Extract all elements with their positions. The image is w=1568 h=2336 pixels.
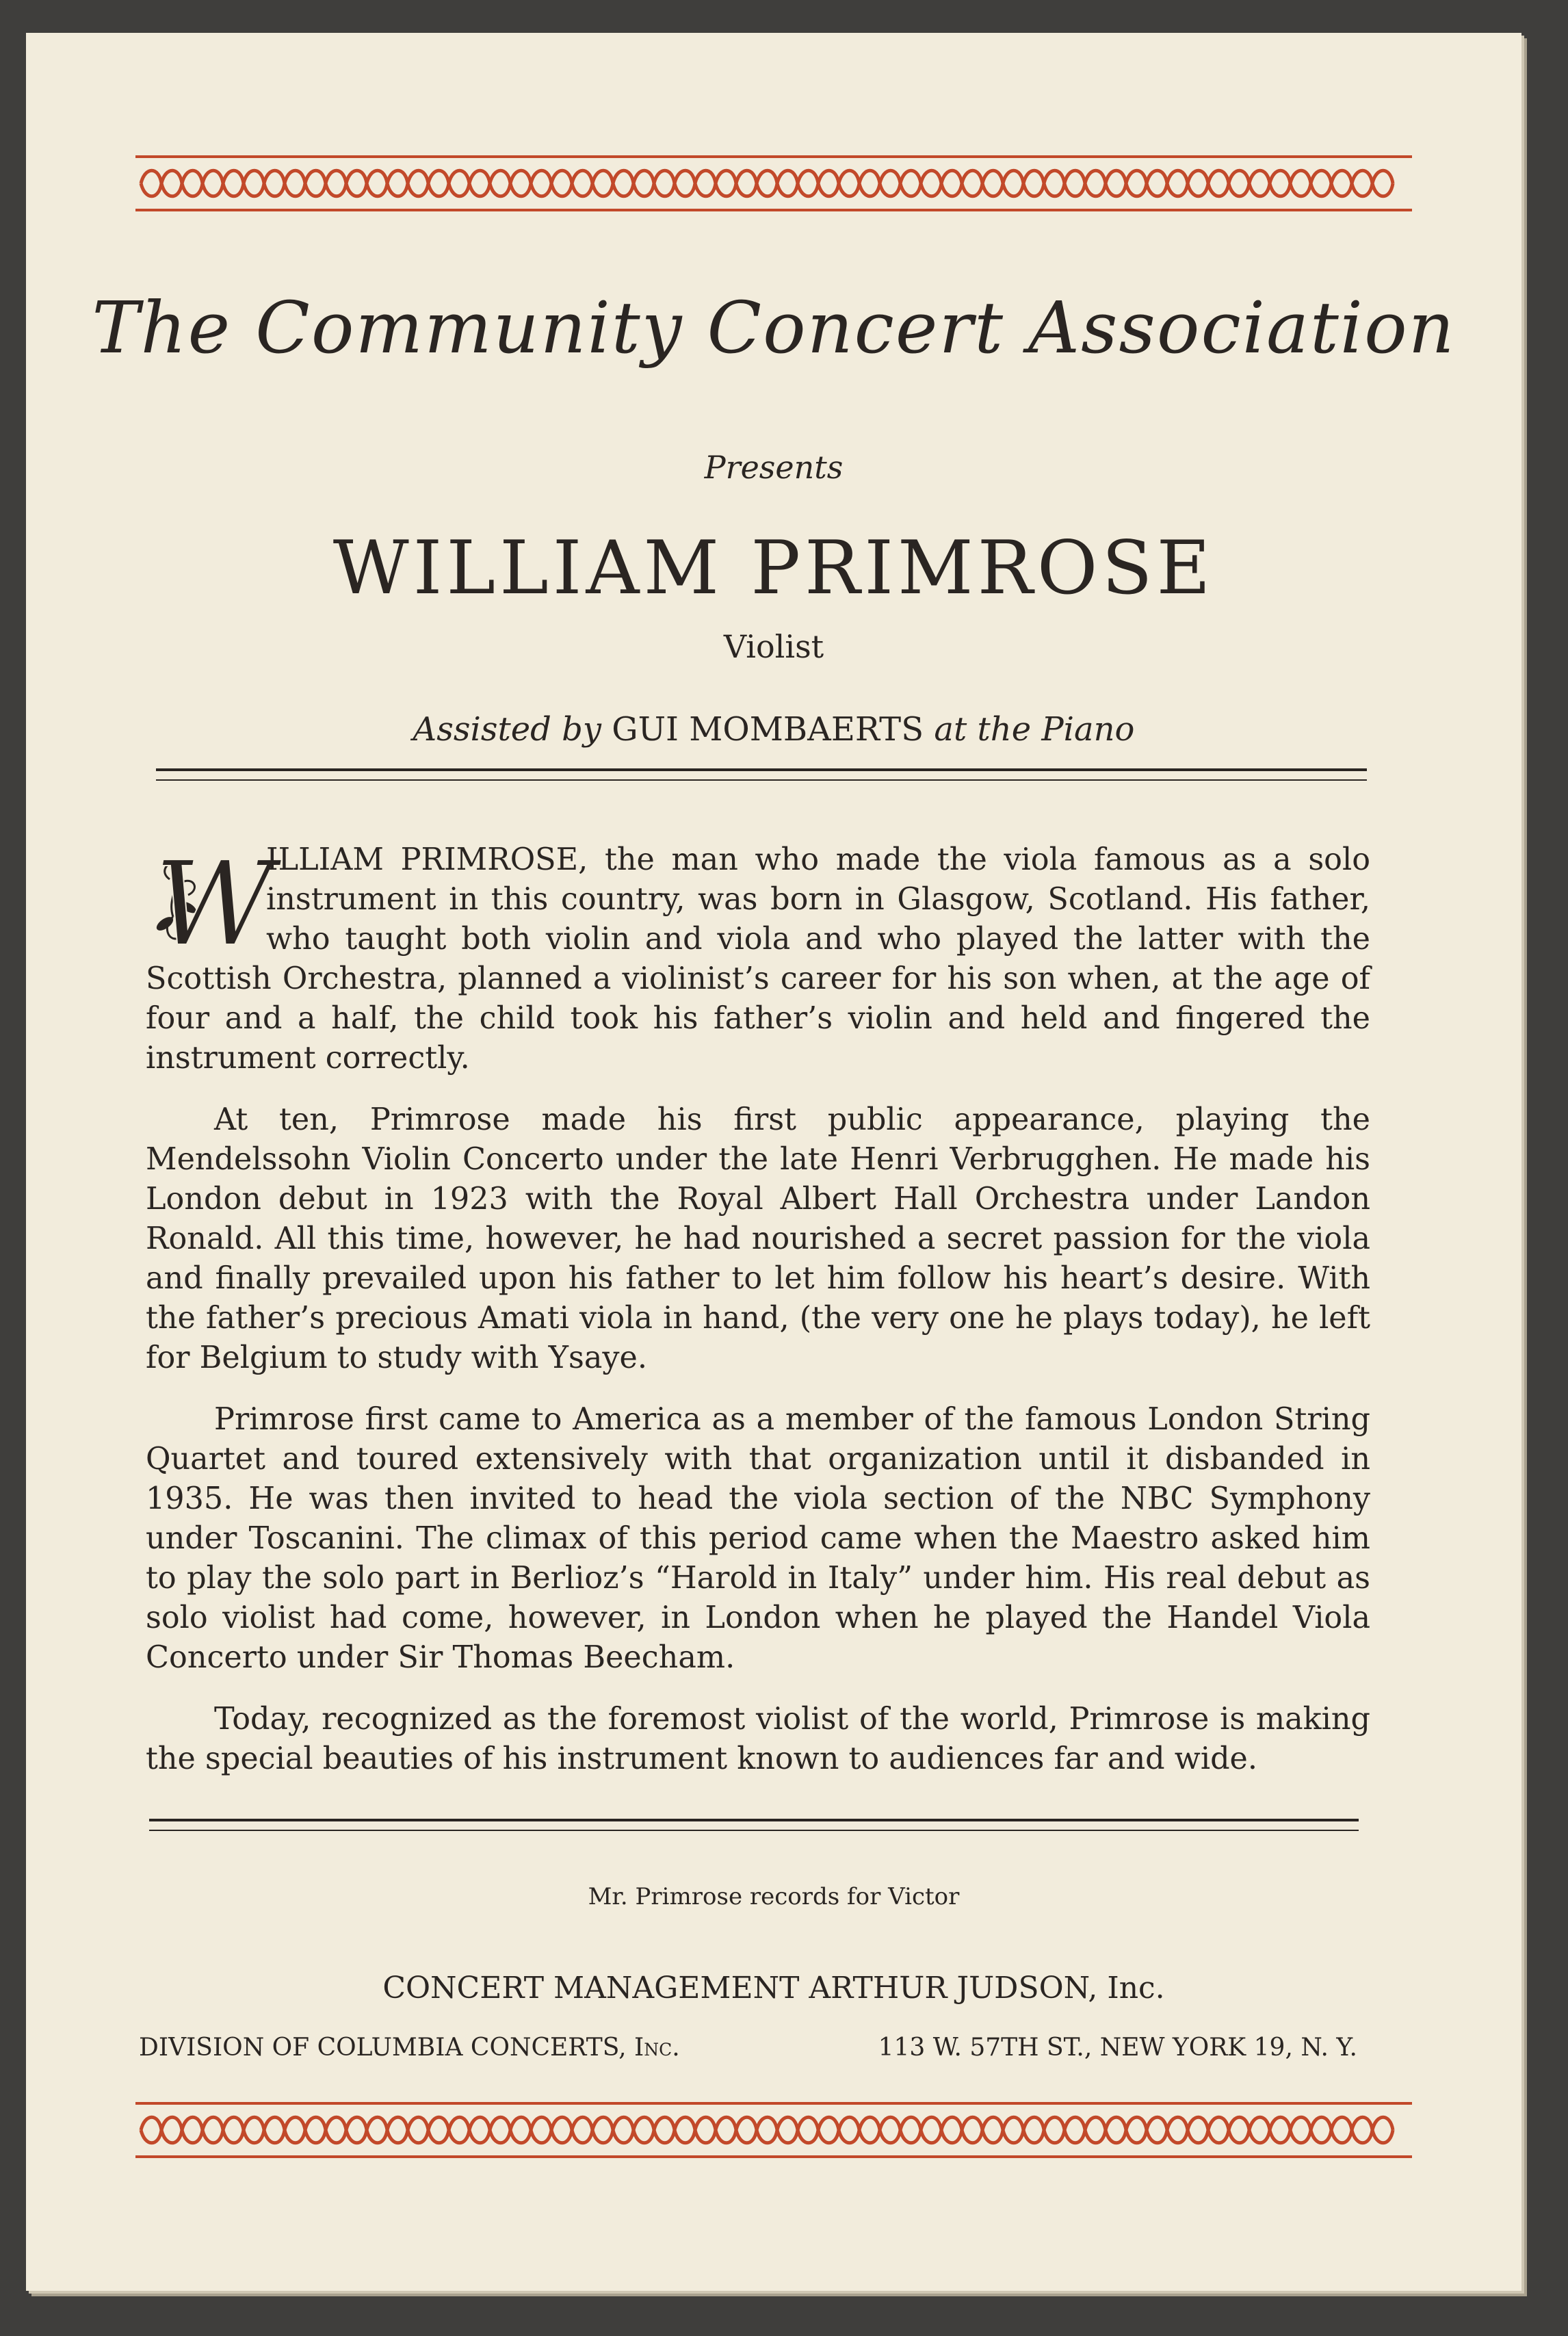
ornament-loop	[346, 2117, 367, 2143]
ornament-loop	[1372, 170, 1393, 196]
address-line: 113 W. 57TH ST., NEW YORK 19, N. Y.	[878, 2034, 1357, 2062]
ornament-loop	[962, 170, 982, 196]
ornament-loop	[1208, 2117, 1229, 2143]
ornament-loop	[1023, 2117, 1044, 2143]
ornament-loop	[572, 170, 592, 196]
ornament-loop	[264, 170, 285, 196]
ornament-loop	[1167, 2117, 1188, 2143]
ornament-loop	[880, 2117, 900, 2143]
ornament-loop	[367, 170, 387, 196]
ornament-loop	[880, 170, 900, 196]
ornament-svg	[135, 2099, 1412, 2161]
footer-divider	[149, 1819, 1359, 1831]
ornament-loop	[1290, 170, 1311, 196]
ornament-loop	[1290, 2117, 1311, 2143]
ornament-loop	[387, 170, 408, 196]
ornament-loop	[510, 2117, 531, 2143]
ornament-loop	[921, 170, 941, 196]
ornament-loop	[695, 2117, 716, 2143]
ornament-loop	[818, 170, 839, 196]
ornament-loop	[757, 2117, 777, 2143]
ornament-loop	[264, 2117, 285, 2143]
bottom-ornamental-border	[135, 2099, 1412, 2161]
ornament-loop	[736, 2117, 757, 2143]
ornament-loop	[962, 2117, 982, 2143]
ornament-loop	[1085, 170, 1106, 196]
ornament-loop	[1064, 170, 1085, 196]
ornament-loop	[1229, 2117, 1249, 2143]
ornament-loop	[1106, 170, 1126, 196]
division-line: DIVISION OF COLUMBIA CONCERTS, Inc.	[139, 2034, 680, 2062]
ornament-loop	[244, 170, 264, 196]
ornament-loop	[900, 2117, 921, 2143]
top-ornamental-border	[135, 153, 1412, 214]
header-divider	[156, 768, 1367, 781]
ornament-loop	[839, 2117, 859, 2143]
ornament-loop	[592, 170, 613, 196]
biography	[146, 837, 1370, 1801]
ornament-loop	[161, 170, 182, 196]
ornament-loop	[1229, 170, 1249, 196]
ornament-loop	[757, 170, 777, 196]
presents-label: Presents	[704, 449, 844, 486]
ornament-loop	[1249, 170, 1270, 196]
bio-paragraph-1-text: ILLIAM PRIMROSE, the man who made the viola famous as a solo instrument in this country, was born in Glasgow, Scotland. His father, who taught both violin and viola and who played the latter with the Scottish Orchestra, planned a violinist’s career for his son when, at the age of four and a half, the child took his father’s violin and held and fingered the instrument correctly.	[146, 842, 1370, 1076]
assisted-prefix: Assisted by	[413, 710, 601, 749]
ornament-loop	[654, 2117, 675, 2143]
ornament-loop	[1106, 2117, 1126, 2143]
ornament-loop	[1352, 170, 1372, 196]
ornament-loop	[1249, 2117, 1270, 2143]
dropcap-svg	[146, 837, 274, 972]
ornament-loop	[469, 170, 490, 196]
ornament-loop	[202, 170, 223, 196]
ornament-loop	[1003, 2117, 1023, 2143]
ornament-loop	[428, 2117, 449, 2143]
ornament-loop	[941, 170, 962, 196]
ornament-loop	[223, 170, 244, 196]
ornament-loop	[244, 2117, 264, 2143]
ornament-loop	[285, 2117, 305, 2143]
ornament-loop	[921, 2117, 941, 2143]
ornament-loop	[592, 2117, 613, 2143]
dropcap-letter: W	[154, 837, 274, 972]
organization-title: The Community Concert Association	[92, 286, 1456, 369]
ornament-loop	[654, 170, 675, 196]
ornament-loop	[859, 2117, 880, 2143]
ornament-loop	[1167, 170, 1188, 196]
assisted-suffix: at the Piano	[934, 710, 1135, 749]
ornament-loop	[551, 170, 572, 196]
ornament-loop	[1085, 2117, 1106, 2143]
ornament-loop	[1188, 170, 1208, 196]
ornament-loop	[1044, 170, 1064, 196]
ornament-loop	[1064, 2117, 1085, 2143]
ornament-loop	[1331, 2117, 1352, 2143]
ornament-loop	[490, 170, 510, 196]
ornament-loop	[839, 170, 859, 196]
ornament-loop	[1126, 2117, 1147, 2143]
performer-role: Violist	[723, 628, 824, 665]
ornament-loop	[408, 170, 428, 196]
ornament-loop	[900, 170, 921, 196]
ornament-loop	[777, 170, 798, 196]
bio-paragraph-1	[146, 837, 1370, 1078]
ornament-loop	[859, 170, 880, 196]
management-line: CONCERT MANAGEMENT ARTHUR JUDSON, Inc.	[382, 1971, 1165, 2006]
ornament-loop	[613, 2117, 633, 2143]
ornament-loop	[695, 170, 716, 196]
ornament-loop	[1126, 170, 1147, 196]
ornament-loop	[182, 2117, 202, 2143]
ornament-loop	[182, 170, 202, 196]
ornament-loop	[798, 2117, 818, 2143]
dropcap-w-ornament	[146, 837, 274, 972]
assistant-name: GUI MOMBAERTS	[612, 710, 924, 749]
ornament-loop	[469, 2117, 490, 2143]
ornament-loop	[161, 2117, 182, 2143]
ornament-loop	[305, 2117, 326, 2143]
ornament-loop	[428, 170, 449, 196]
ornament-loop	[818, 2117, 839, 2143]
ornament-loop	[982, 2117, 1003, 2143]
ornament-loop	[1147, 170, 1167, 196]
ornament-loop	[510, 170, 531, 196]
ornament-loop	[1311, 2117, 1331, 2143]
ornament-loop	[1023, 170, 1044, 196]
ornament-loop	[202, 2117, 223, 2143]
ornament-loop	[716, 170, 736, 196]
ornament-loop	[490, 2117, 510, 2143]
performer-name: WILLIAM PRIMROSE	[332, 525, 1215, 611]
assisted-by-line	[26, 710, 1521, 749]
ornament-loop	[285, 170, 305, 196]
ornament-loop	[633, 2117, 654, 2143]
ornament-loop	[1270, 170, 1290, 196]
ornament-loop	[346, 170, 367, 196]
ornament-loop	[1044, 2117, 1064, 2143]
ornament-loop	[941, 2117, 962, 2143]
ornament-loop	[1188, 2117, 1208, 2143]
ornament-loop	[982, 170, 1003, 196]
ornament-loop	[777, 2117, 798, 2143]
ornament-loop	[531, 2117, 551, 2143]
ornament-loop	[449, 2117, 469, 2143]
ornament-svg	[135, 153, 1412, 214]
ornament-loop	[1331, 170, 1352, 196]
records-note: Mr. Primrose records for Victor	[588, 1883, 960, 1910]
ornament-loop	[1003, 170, 1023, 196]
ornament-loop	[633, 170, 654, 196]
bio-paragraph-2: At ten, Primrose made his first public appearance, playing the Mendelssohn Violin Concerto under the late Henri Verbrugghen. He made his London debut in 1923 with the Royal Albert Hall Orchestra under Landon Ronald. All this time, however, he had nourished a secret passion for the viola and finally prevailed upon his father to let him follow his heart’s desire. With the father’s precious Amati viola in hand, (the very one he plays today), he left for Belgium to study with Ysaye.	[146, 1102, 1370, 1375]
ornament-loop	[408, 2117, 428, 2143]
ornament-loop	[449, 170, 469, 196]
ornament-loop	[1352, 2117, 1372, 2143]
bio-paragraph-3: Primrose first came to America as a member of the famous London String Quartet and toured extensively with that organization until it disbanded in 1935. He was then invited to head the viola section of the NBC Symphony under Toscanini. The climax of this period came when the Maestro asked him to play the solo part in Berlioz’s “Harold in Italy” under him. His real debut as solo violist had come, however, in London when he played the Handel Viola Concerto under Sir Thomas Beecham.	[146, 1402, 1370, 1675]
ornament-loop	[1270, 2117, 1290, 2143]
ornament-loop	[675, 170, 695, 196]
ornament-loop	[326, 2117, 346, 2143]
ornament-loop	[798, 170, 818, 196]
ornament-loop	[141, 2117, 161, 2143]
ornament-loop	[305, 170, 326, 196]
ornament-loop	[551, 2117, 572, 2143]
ornament-loop	[1311, 170, 1331, 196]
ornament-loop	[387, 2117, 408, 2143]
ornament-loop	[141, 170, 161, 196]
ornament-loop	[326, 170, 346, 196]
ornament-loop	[531, 170, 551, 196]
program-page	[26, 33, 1521, 2291]
ornament-loop	[1372, 2117, 1393, 2143]
ornament-loop	[716, 2117, 736, 2143]
ornament-loop	[223, 2117, 244, 2143]
ornament-loop	[675, 2117, 695, 2143]
ornament-loop	[1208, 170, 1229, 196]
ornament-loop	[736, 170, 757, 196]
bio-paragraph-4: Today, recognized as the foremost violist of the world, Primrose is making the special beauties of his instrument known to audiences far and wide.	[146, 1702, 1370, 1776]
ornament-loop	[613, 170, 633, 196]
ornament-loop	[572, 2117, 592, 2143]
ornament-loop	[367, 2117, 387, 2143]
ornament-loop	[1147, 2117, 1167, 2143]
